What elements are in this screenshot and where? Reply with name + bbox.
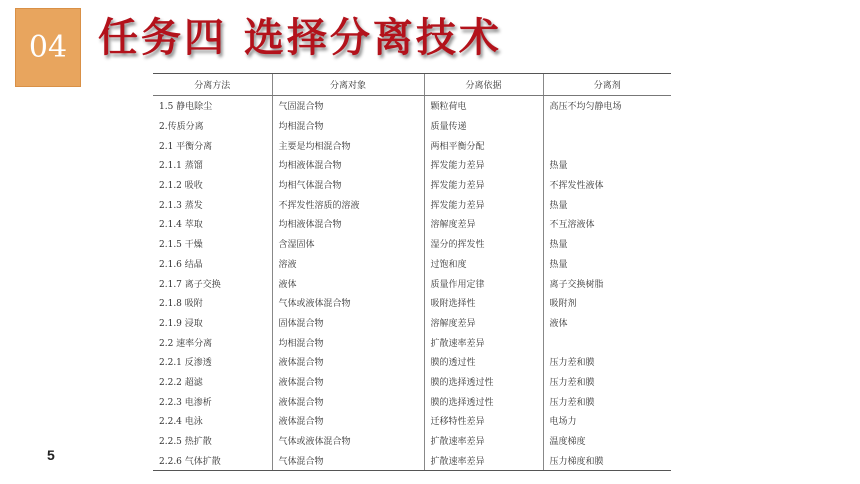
cell-agent: 吸附剂 <box>543 293 671 313</box>
table-row <box>153 175 671 195</box>
table-row <box>153 391 671 411</box>
cell-method: 2.1.1 蒸馏 <box>159 161 203 172</box>
cell-basis: 挥发能力差异 <box>424 194 543 214</box>
cell-basis: 两相平衡分配 <box>424 135 543 155</box>
cell-basis: 溶解度差异 <box>424 214 543 234</box>
cell-object: 气体或液体混合物 <box>272 293 424 313</box>
cell-method: 2.2.1 反渗透 <box>159 358 212 369</box>
table-row <box>153 116 671 136</box>
header-object: 分离对象 <box>272 74 424 96</box>
cell-basis: 迁移特性差异 <box>424 411 543 431</box>
table-row <box>153 254 671 274</box>
cell-object: 液体混合物 <box>272 372 424 392</box>
cell-object: 液体 <box>272 273 424 293</box>
section-number: 04 <box>28 30 68 65</box>
table-row <box>153 332 671 352</box>
table-row <box>153 313 671 333</box>
cell-object: 均相气体混合物 <box>272 175 424 195</box>
cell-agent: 压力梯度和膜 <box>543 450 671 470</box>
table-body <box>153 96 671 471</box>
separation-methods-table <box>153 73 671 471</box>
table-row <box>153 352 671 372</box>
cell-basis: 颗粒荷电 <box>424 96 543 116</box>
cell-object: 溶液 <box>272 254 424 274</box>
cell-basis: 膜的选择透过性 <box>424 372 543 392</box>
section-badge <box>15 8 81 87</box>
cell-method: 2.2.5 热扩散 <box>159 437 212 448</box>
cell-method: 2.1.4 萃取 <box>159 220 203 231</box>
table-row <box>153 411 671 431</box>
cell-basis: 膜的选择透过性 <box>424 391 543 411</box>
cell-agent: 液体 <box>543 313 671 333</box>
cell-method: 2.1.8 吸附 <box>159 299 203 310</box>
cell-method: 1.5 静电除尘 <box>159 102 213 113</box>
table-row <box>153 155 671 175</box>
cell-object: 液体混合物 <box>272 352 424 372</box>
cell-basis: 扩散速率差异 <box>424 450 543 470</box>
cell-method: 2.2.3 电渗析 <box>159 397 212 408</box>
header-basis: 分离依据 <box>424 74 543 96</box>
cell-agent <box>543 135 671 155</box>
cell-basis: 质量传递 <box>424 116 543 136</box>
table-row <box>153 273 671 293</box>
table-row <box>153 431 671 451</box>
cell-method: 2.1.5 干燥 <box>159 240 203 251</box>
cell-object: 均相液体混合物 <box>272 155 424 175</box>
table-row <box>153 194 671 214</box>
cell-agent: 温度梯度 <box>543 431 671 451</box>
cell-method: 2.2.2 超滤 <box>159 377 203 388</box>
cell-object: 主要是均相混合物 <box>272 135 424 155</box>
cell-agent <box>543 332 671 352</box>
cell-object: 固体混合物 <box>272 313 424 333</box>
cell-basis: 挥发能力差异 <box>424 175 543 195</box>
table-row <box>153 214 671 234</box>
cell-method: 2.2.4 电泳 <box>159 417 203 428</box>
cell-method: 2.1.2 吸收 <box>159 181 203 192</box>
cell-basis: 质量作用定律 <box>424 273 543 293</box>
cell-basis: 过饱和度 <box>424 254 543 274</box>
cell-method: 2.1.9 浸取 <box>159 318 203 329</box>
cell-agent: 不互溶液体 <box>543 214 671 234</box>
cell-object: 气体或液体混合物 <box>272 431 424 451</box>
table-row <box>153 450 671 470</box>
cell-agent: 压力差和膜 <box>543 391 671 411</box>
cell-agent: 热量 <box>543 234 671 254</box>
table-row <box>153 372 671 392</box>
page-number: 5 <box>47 447 55 463</box>
header-method: 分离方法 <box>153 74 272 96</box>
cell-basis: 吸附选择性 <box>424 293 543 313</box>
cell-agent <box>543 116 671 136</box>
cell-object: 气体混合物 <box>272 450 424 470</box>
cell-basis: 扩散速率差异 <box>424 332 543 352</box>
cell-basis: 湿分的挥发性 <box>424 234 543 254</box>
cell-agent: 热量 <box>543 155 671 175</box>
cell-object: 液体混合物 <box>272 391 424 411</box>
cell-agent: 热量 <box>543 254 671 274</box>
cell-object: 含湿固体 <box>272 234 424 254</box>
cell-object: 均相混合物 <box>272 332 424 352</box>
cell-basis: 膜的透过性 <box>424 352 543 372</box>
cell-agent: 离子交换树脂 <box>543 273 671 293</box>
table-row <box>153 234 671 254</box>
cell-object: 均相混合物 <box>272 116 424 136</box>
cell-method: 2.传质分离 <box>159 122 204 133</box>
cell-method: 2.1 平衡分离 <box>159 141 213 152</box>
cell-basis: 扩散速率差异 <box>424 431 543 451</box>
cell-agent: 电场力 <box>543 411 671 431</box>
cell-object: 气固混合物 <box>272 96 424 116</box>
table-row <box>153 96 671 116</box>
cell-method: 2.2 速率分离 <box>159 338 213 349</box>
cell-method: 2.1.6 结晶 <box>159 259 203 270</box>
table-row <box>153 135 671 155</box>
cell-agent: 压力差和膜 <box>543 372 671 392</box>
cell-agent: 压力差和膜 <box>543 352 671 372</box>
slide-title: 任务四 选择分离技术 <box>98 15 502 61</box>
cell-method: 2.1.3 蒸发 <box>159 200 203 211</box>
cell-agent: 不挥发性液体 <box>543 175 671 195</box>
cell-basis: 挥发能力差异 <box>424 155 543 175</box>
cell-agent: 高压不均匀静电场 <box>543 96 671 116</box>
cell-agent: 热量 <box>543 194 671 214</box>
cell-object: 均相液体混合物 <box>272 214 424 234</box>
cell-object: 不挥发性溶质的溶液 <box>272 194 424 214</box>
cell-method: 2.2.6 气体扩散 <box>153 450 272 470</box>
cell-basis: 溶解度差异 <box>424 313 543 333</box>
table-row <box>153 293 671 313</box>
table-header-row <box>153 74 671 96</box>
cell-object: 液体混合物 <box>272 411 424 431</box>
header-agent: 分离剂 <box>543 74 671 96</box>
cell-method: 2.1.7 离子交换 <box>159 279 221 290</box>
